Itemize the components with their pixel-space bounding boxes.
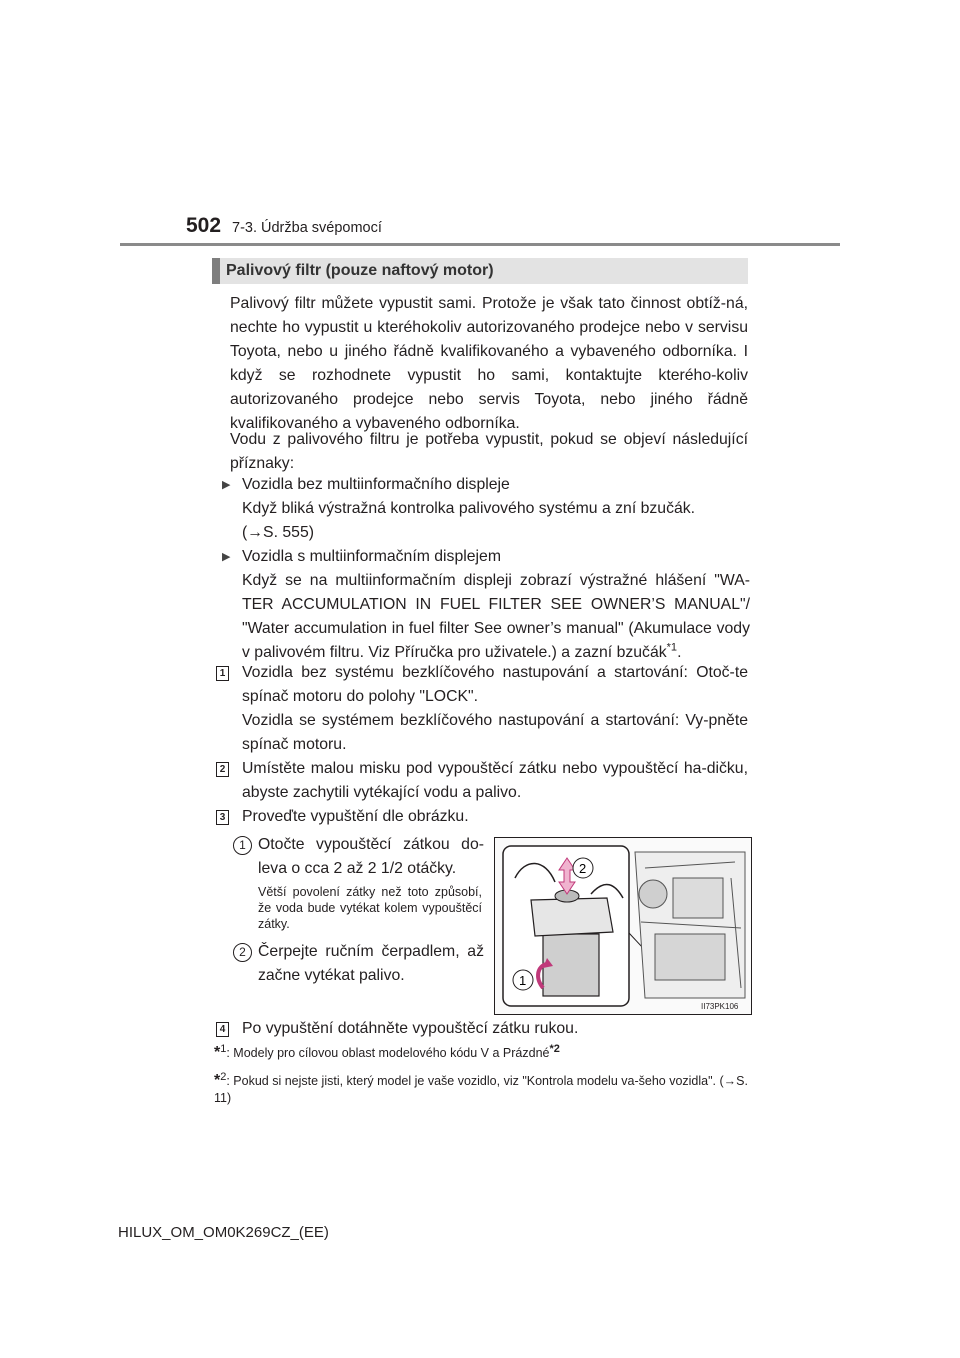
section-heading: Palivový filtr (pouze naftový motor) xyxy=(226,262,494,279)
step-text-secondary: Vozidla se systémem bezklíčového nastupování a startování: Vy-pněte spínač motoru. xyxy=(242,712,748,753)
footnote-number: 2 xyxy=(220,1070,227,1083)
page-number: 502 xyxy=(186,214,222,237)
footnote-text: : Modely pro cílovou oblast modelového kódu V a Prázdné xyxy=(226,1046,550,1060)
condition-title: Vozidla bez multiinformačního displeje xyxy=(242,476,510,493)
footnote-mark: * xyxy=(214,1044,221,1061)
footnote-ref: *2 xyxy=(549,1042,560,1055)
step-number: 4 xyxy=(216,1022,229,1037)
substep-text: Čerpejte ručním čerpadlem, až začne vytékat palivo. xyxy=(258,943,484,984)
condition-title: Vozidla s multiinformačním displejem xyxy=(242,548,501,565)
condition-ref: (→S. 555) xyxy=(242,524,314,541)
condition-text: Když se na multiinformačním displeji zobrazí výstražné hlášení "WA-TER ACCUMULATION IN FUEL FILTER SEE OWNER’S MANUAL"/ "Water accumulation in fuel filter See owner’s manual" (Akumulace vody v palivovém filtru. Viz Příručka pro uživatele.) a zazní bzučák xyxy=(242,572,750,661)
header-rule xyxy=(120,243,840,246)
step-text: Umístěte malou misku pod vypouštěcí zátku nebo vypouštěcí ha-dičku, abyste zachytili vytékající vodu a palivo. xyxy=(242,760,748,801)
substep-number: 2 xyxy=(233,943,252,962)
footnote-number: 1 xyxy=(220,1042,227,1055)
substep-number: 1 xyxy=(233,836,252,855)
step-number: 2 xyxy=(216,762,229,777)
footnote-mark: * xyxy=(214,1072,221,1089)
intro-paragraph: Palivový filtr můžete vypustit sami. Protože je však tato činnost obtíž-ná, nechte ho vypustit u kteréhokoliv autorizovaného prodejce nebo v servisu Toyota, nebo u jiného řádně kvalifikovaného a vybaveného odborníka. I když se rozhodnete vypustit ho sami, kontaktujte kterého-koliv autorizovaného prodejce nebo servis Toyota, nebo jiného řádně kvalifikovaného a vybaveného odborníka. xyxy=(230,295,748,432)
step-number: 1 xyxy=(216,666,229,681)
document-code: HILUX_OM_OM0K269CZ_(EE) xyxy=(118,1224,329,1241)
engine-bay xyxy=(635,852,745,998)
footnote-text: : Pokud si nejste jisti, který model je vaše vozidlo, viz "Kontrola modelu va-šeho vozidla". (→S. 11) xyxy=(214,1074,748,1105)
condition-end: . xyxy=(677,644,682,661)
fuel-filter-illustration xyxy=(494,837,752,1015)
callout-label: 1 xyxy=(519,973,527,988)
triangle-bullet-icon: ▶ xyxy=(222,551,231,563)
step-number: 3 xyxy=(216,810,229,825)
substep-note: Větší povolení zátky než toto způsobí, že voda bude vytékat kolem vypouštěcí zátky. xyxy=(258,885,482,931)
step-text: Po vypuštění dotáhněte vypouštěcí zátku rukou. xyxy=(242,1020,579,1037)
step-text: Proveďte vypuštění dle obrázku. xyxy=(242,808,469,825)
substep-text: Otočte vypouštěcí zátkou do-leva o cca 2 až 2 1/2 otáčky. xyxy=(258,836,484,877)
figure-code: II73PK106 xyxy=(701,1002,739,1011)
section-title: 7-3. Údržba svépomocí xyxy=(232,220,382,236)
callout-label: 2 xyxy=(579,861,587,876)
heading-marker xyxy=(212,258,220,284)
symptoms-paragraph: Vodu z palivového filtru je potřeba vypustit, pokud se objeví následující příznaky: xyxy=(230,431,748,472)
footnote-ref: *1 xyxy=(666,641,678,654)
step-text: Vozidla bez systému bezklíčového nastupování a startování: Otoč-te spínač motoru do polohy "LOCK". xyxy=(242,664,748,705)
illustration-drawing xyxy=(495,838,751,1014)
filter-head xyxy=(531,898,613,936)
condition-text-block xyxy=(242,569,750,665)
triangle-bullet-icon: ▶ xyxy=(222,479,231,491)
footnote xyxy=(214,1044,748,1062)
condition-text: Když bliká výstražná kontrolka palivového systému a zní bzučák. xyxy=(242,500,696,517)
footnote xyxy=(214,1072,748,1107)
